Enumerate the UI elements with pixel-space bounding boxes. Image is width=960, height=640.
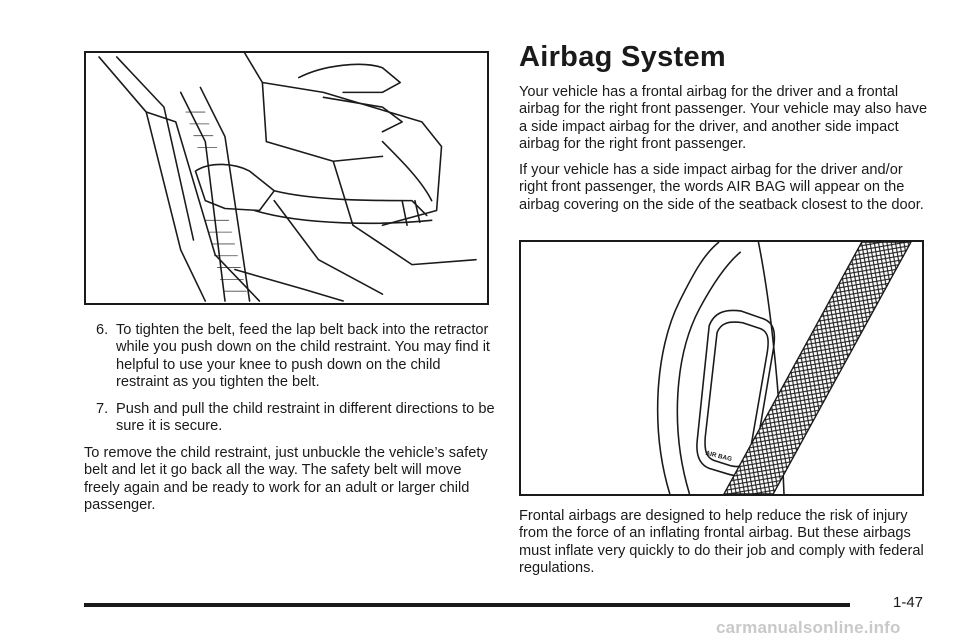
side-airbag-illustration: [519, 240, 924, 496]
side-airbag-paragraph: If your vehicle has a side impact airbag for the driver and/or right front passenger, the words AIR BAG will appear on the airbag covering on the side of the seatback closest to the door.: [519, 162, 924, 213]
removal-paragraph: To remove the child restraint, just unbuckle the vehicle’s safety belt and let it go back all the way. The safety belt will move freely again and be ready to work for an adult or larger child passenger.: [84, 445, 488, 514]
watermark: carmanualsonline.info: [716, 618, 901, 637]
frontal-airbag-paragraph: Frontal airbags are designed to help reduce the risk of injury from the force of an inflating frontal airbag. But these airbags must inflate very quickly to do their job and comply with federal regulations.: [519, 508, 924, 577]
step-item: [96, 322, 496, 392]
step-text: Push and pull the child restraint in different directions to be sure it is secure.: [116, 400, 495, 435]
instruction-steps: [96, 322, 496, 444]
seatback-drawing: [521, 242, 922, 494]
page-number: 1-47: [893, 594, 924, 611]
section-title: Airbag System: [519, 41, 726, 73]
footer-rule: [84, 603, 850, 607]
step-text: To tighten the belt, feed the lap belt back into the retractor while you push down on the child restraint. You may find it helpful to use your knee to push down on the child restraint as you tighten the belt.: [116, 322, 490, 391]
step-number: 6.: [96, 322, 109, 338]
step-item: [96, 401, 496, 436]
step-number: 7.: [96, 400, 109, 417]
air-bag-label: AIR BAG: [704, 449, 733, 464]
child-restraint-illustration: [84, 51, 489, 305]
airbag-intro-paragraph: Your vehicle has a frontal airbag for the driver and a frontal airbag for the right front passenger. Your vehicle may also have a side impact airbag for the driver, and another side impact airbag for the right front passenger.: [519, 84, 928, 153]
child-restraint-drawing: [86, 53, 487, 303]
